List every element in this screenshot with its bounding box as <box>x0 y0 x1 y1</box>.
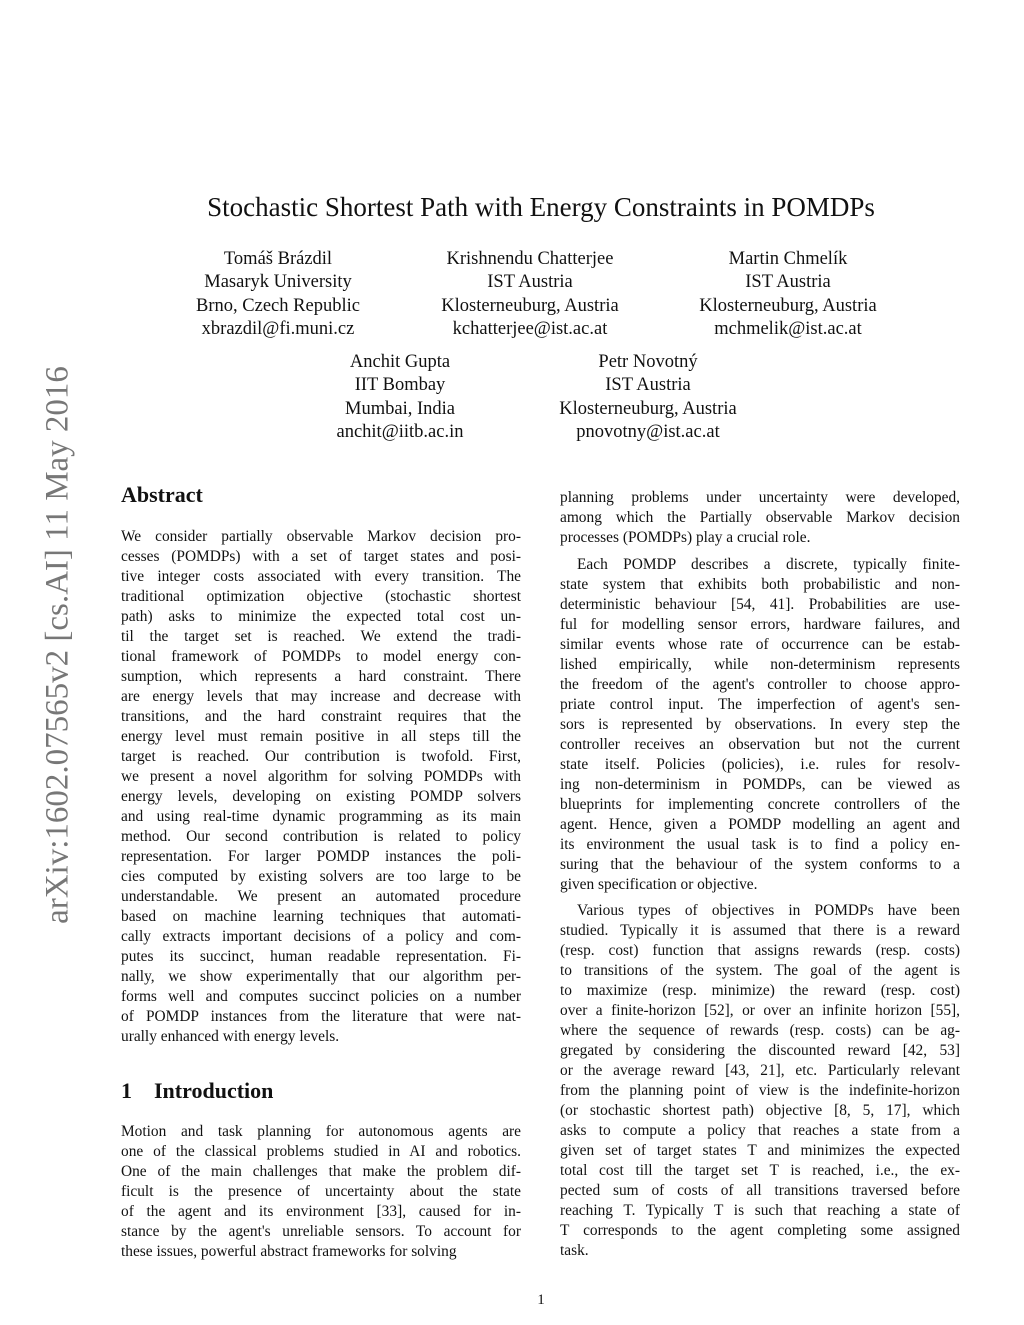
author-name: Martin Chmelík <box>728 249 848 269</box>
right-paragraph-2 <box>560 555 960 895</box>
text-line: task. <box>560 1242 589 1259</box>
author-email: anchit@iitb.ac.in <box>336 421 464 442</box>
text-line: state itself. Policies (policies), i.e. rules for resolv- <box>560 756 960 773</box>
text-line: cally extracts important decisions of a policy and com- <box>121 928 521 945</box>
text-line: based on machine learning techniques that automati- <box>121 908 521 925</box>
author-block <box>538 351 758 444</box>
author-affiliation: IIT Bombay <box>354 375 446 396</box>
text-line: One of the main challenges that make the problem dif- <box>121 1163 521 1180</box>
text-line: state system that exhibits both probabilistic and non- <box>560 576 960 593</box>
text-line: cies computed by existing solvers are too large to be <box>121 868 521 885</box>
text-line: (resp. cost) function that assigns rewards (resp. costs) <box>560 942 960 959</box>
text-line: given set of target states T and minimizes the expected <box>560 1142 960 1159</box>
author-email: pnovotny@ist.ac.at <box>576 421 720 442</box>
text-line: sors is represented by observations. In every step the <box>560 716 960 733</box>
text-line: deterministic behaviour [54, 41]. Probabilities are use- <box>560 596 960 613</box>
text-line: nally, we show experimentally that our algorithm per- <box>121 968 521 985</box>
text-line: representation. For larger POMDP instances the poli- <box>121 848 521 865</box>
text-line: and using real-time dynamic programming as its main <box>121 808 521 825</box>
text-line: total cost till the target set T is reached, i.e., the ex- <box>560 1162 960 1179</box>
author-affiliation: IST Austria <box>745 272 831 293</box>
text-line: where the sequence of rewards (resp. costs) can be ag- <box>560 1022 960 1039</box>
text-line: reaching T. Typically T is such that reaching a state of <box>560 1202 960 1219</box>
text-line: from the planning point of view is the indefinite-horizon <box>560 1082 960 1099</box>
author-name: Tomáš Brázdil <box>223 249 333 269</box>
text-line: priate control input. The imperfection of agent's sen- <box>560 696 960 713</box>
author-affiliation: Masaryk University <box>204 272 352 293</box>
text-line: or the average reward [43, 21], etc. Particularly relevant <box>560 1062 960 1079</box>
author-location: Mumbai, India <box>345 398 455 419</box>
text-line: to maximize (resp. minimize) the reward (resp. cost) <box>560 982 960 999</box>
author-block <box>300 351 500 444</box>
text-line: method. Our second contribution is related to policy <box>121 828 521 845</box>
author-block <box>420 248 640 341</box>
author-name: Petr Novotný <box>598 352 698 372</box>
arxiv-stamp: arXiv:1602.07565v2 [cs.AI] 11 May 2016 <box>39 366 76 924</box>
text-line: Motion and task planning for autonomous agents are <box>121 1123 521 1140</box>
text-line: are energy levels that may increase and decrease with <box>121 688 521 705</box>
text-line: pected sum of costs of all transitions traversed before <box>560 1182 960 1199</box>
text-line: tional framework of POMDPs to model energy con- <box>121 648 521 665</box>
paper-title: Stochastic Shortest Path with Energy Constraints in POMDPs <box>207 192 875 222</box>
text-line: among which the Partially observable Markov decision <box>560 509 960 526</box>
author-block <box>678 248 898 341</box>
text-line: energy level must remain positive in all steps till the <box>121 728 521 745</box>
author-affiliation: IST Austria <box>487 272 573 293</box>
text-line: agent. Hence, given a POMDP modelling an agent and <box>560 816 960 833</box>
author-location: Klosterneuburg, Austria <box>559 398 737 419</box>
text-line: one of the classical problems studied in AI and robotics. <box>121 1143 521 1160</box>
text-line: over a finite-horizon [52], or over an infinite horizon [55], <box>560 1002 960 1019</box>
author-name: Anchit Gupta <box>349 352 451 372</box>
text-line: ful for modelling sensor errors, hardware failures, and <box>560 616 960 633</box>
text-line: controller receives an observation but not the current <box>560 736 960 753</box>
text-line: transitions, and the hard constraint requires that the <box>121 708 521 725</box>
text-line: we present a novel algorithm for solving POMDPs with <box>121 768 521 785</box>
page-number: 1 <box>537 1292 545 1308</box>
text-line: We consider partially observable Markov decision pro- <box>121 528 521 545</box>
text-line: energy levels, developing on existing POMDP solvers <box>121 788 521 805</box>
abstract-text <box>121 527 521 1047</box>
text-line: ing non-determinism in POMDPs, can be viewed as <box>560 776 960 793</box>
text-line: processes (POMDPs) play a crucial role. <box>560 529 811 546</box>
text-line: understandable. We present an automated procedure <box>121 888 521 905</box>
introduction-heading: 1 Introduction <box>121 1078 274 1103</box>
author-location: Klosterneuburg, Austria <box>699 295 877 316</box>
text-line: til the target set is reached. We extend the tradi- <box>121 628 521 645</box>
text-line: asks to compute a policy that reaches a state from a <box>560 1122 960 1139</box>
text-line: these issues, powerful abstract frameworks for solving <box>121 1243 457 1260</box>
abstract-heading: Abstract <box>121 482 203 507</box>
author-email: xbrazdil@fi.muni.cz <box>201 318 355 339</box>
text-line: to transitions of the system. The goal of the agent is <box>560 962 960 979</box>
text-line: lished empirically, while non-determinism represents <box>560 656 960 673</box>
text-line: ficult is the presence of uncertainty about the state <box>121 1183 521 1200</box>
text-line: Various types of objectives in POMDPs have been <box>577 902 960 919</box>
text-line: traditional optimization objective (stochastic shortest <box>121 588 521 605</box>
introduction-text <box>121 1122 521 1262</box>
text-line: of the agent and its environment [33], caused for in- <box>121 1203 521 1220</box>
text-line: blueprints for implementing concrete controllers of the <box>560 796 960 813</box>
text-line: its environment the usual task is to find a policy en- <box>560 836 960 853</box>
text-line: stance by the agent's unreliable sensors. To account for <box>121 1223 521 1240</box>
text-line: Each POMDP describes a discrete, typically finite- <box>577 556 960 573</box>
text-line: gregated by considering the discounted reward [42, 53] <box>560 1042 960 1059</box>
text-line: the freedom of the agent's controller to choose appro- <box>560 676 960 693</box>
right-paragraph-1 <box>560 488 960 548</box>
text-line: target is reached. Our contribution is twofold. First, <box>121 748 521 765</box>
right-paragraph-3 <box>560 901 960 1261</box>
text-line: urally enhanced with energy levels. <box>121 1028 340 1045</box>
text-line: cesses (POMDPs) with a set of target states and posi- <box>121 548 521 565</box>
text-line: given specification or objective. <box>560 876 758 893</box>
text-line: similar events whose rate of occurrence can be estab- <box>560 636 960 653</box>
text-line: tive integer costs associated with every transition. The <box>121 568 521 585</box>
text-line: of POMDP instances from the literature that were nat- <box>121 1008 521 1025</box>
author-affiliation: IST Austria <box>605 375 691 396</box>
text-line: planning problems under uncertainty were developed, <box>560 489 960 506</box>
text-line: suring that the behaviour of the system conforms to a <box>560 856 960 873</box>
author-block <box>178 248 378 341</box>
text-line: T corresponds to the agent completing some assigned <box>560 1222 960 1239</box>
author-location: Brno, Czech Republic <box>196 295 360 316</box>
author-name: Krishnendu Chatterjee <box>446 249 614 269</box>
text-line: putes its succinct, human readable representation. Fi- <box>121 948 521 965</box>
author-email: kchatterjee@ist.ac.at <box>452 318 608 339</box>
author-email: mchmelik@ist.ac.at <box>714 318 862 339</box>
text-line: studied. Typically it is assumed that there is a reward <box>560 922 960 939</box>
text-line: sumption, which represents a hard constraint. There <box>121 668 521 685</box>
text-line: forms well and computes succinct policies on a number <box>121 988 521 1005</box>
text-line: path) asks to minimize the expected total cost un- <box>121 608 521 625</box>
text-line: (or stochastic shortest path) objective [8, 5, 17], which <box>560 1102 960 1119</box>
author-location: Klosterneuburg, Austria <box>441 295 619 316</box>
